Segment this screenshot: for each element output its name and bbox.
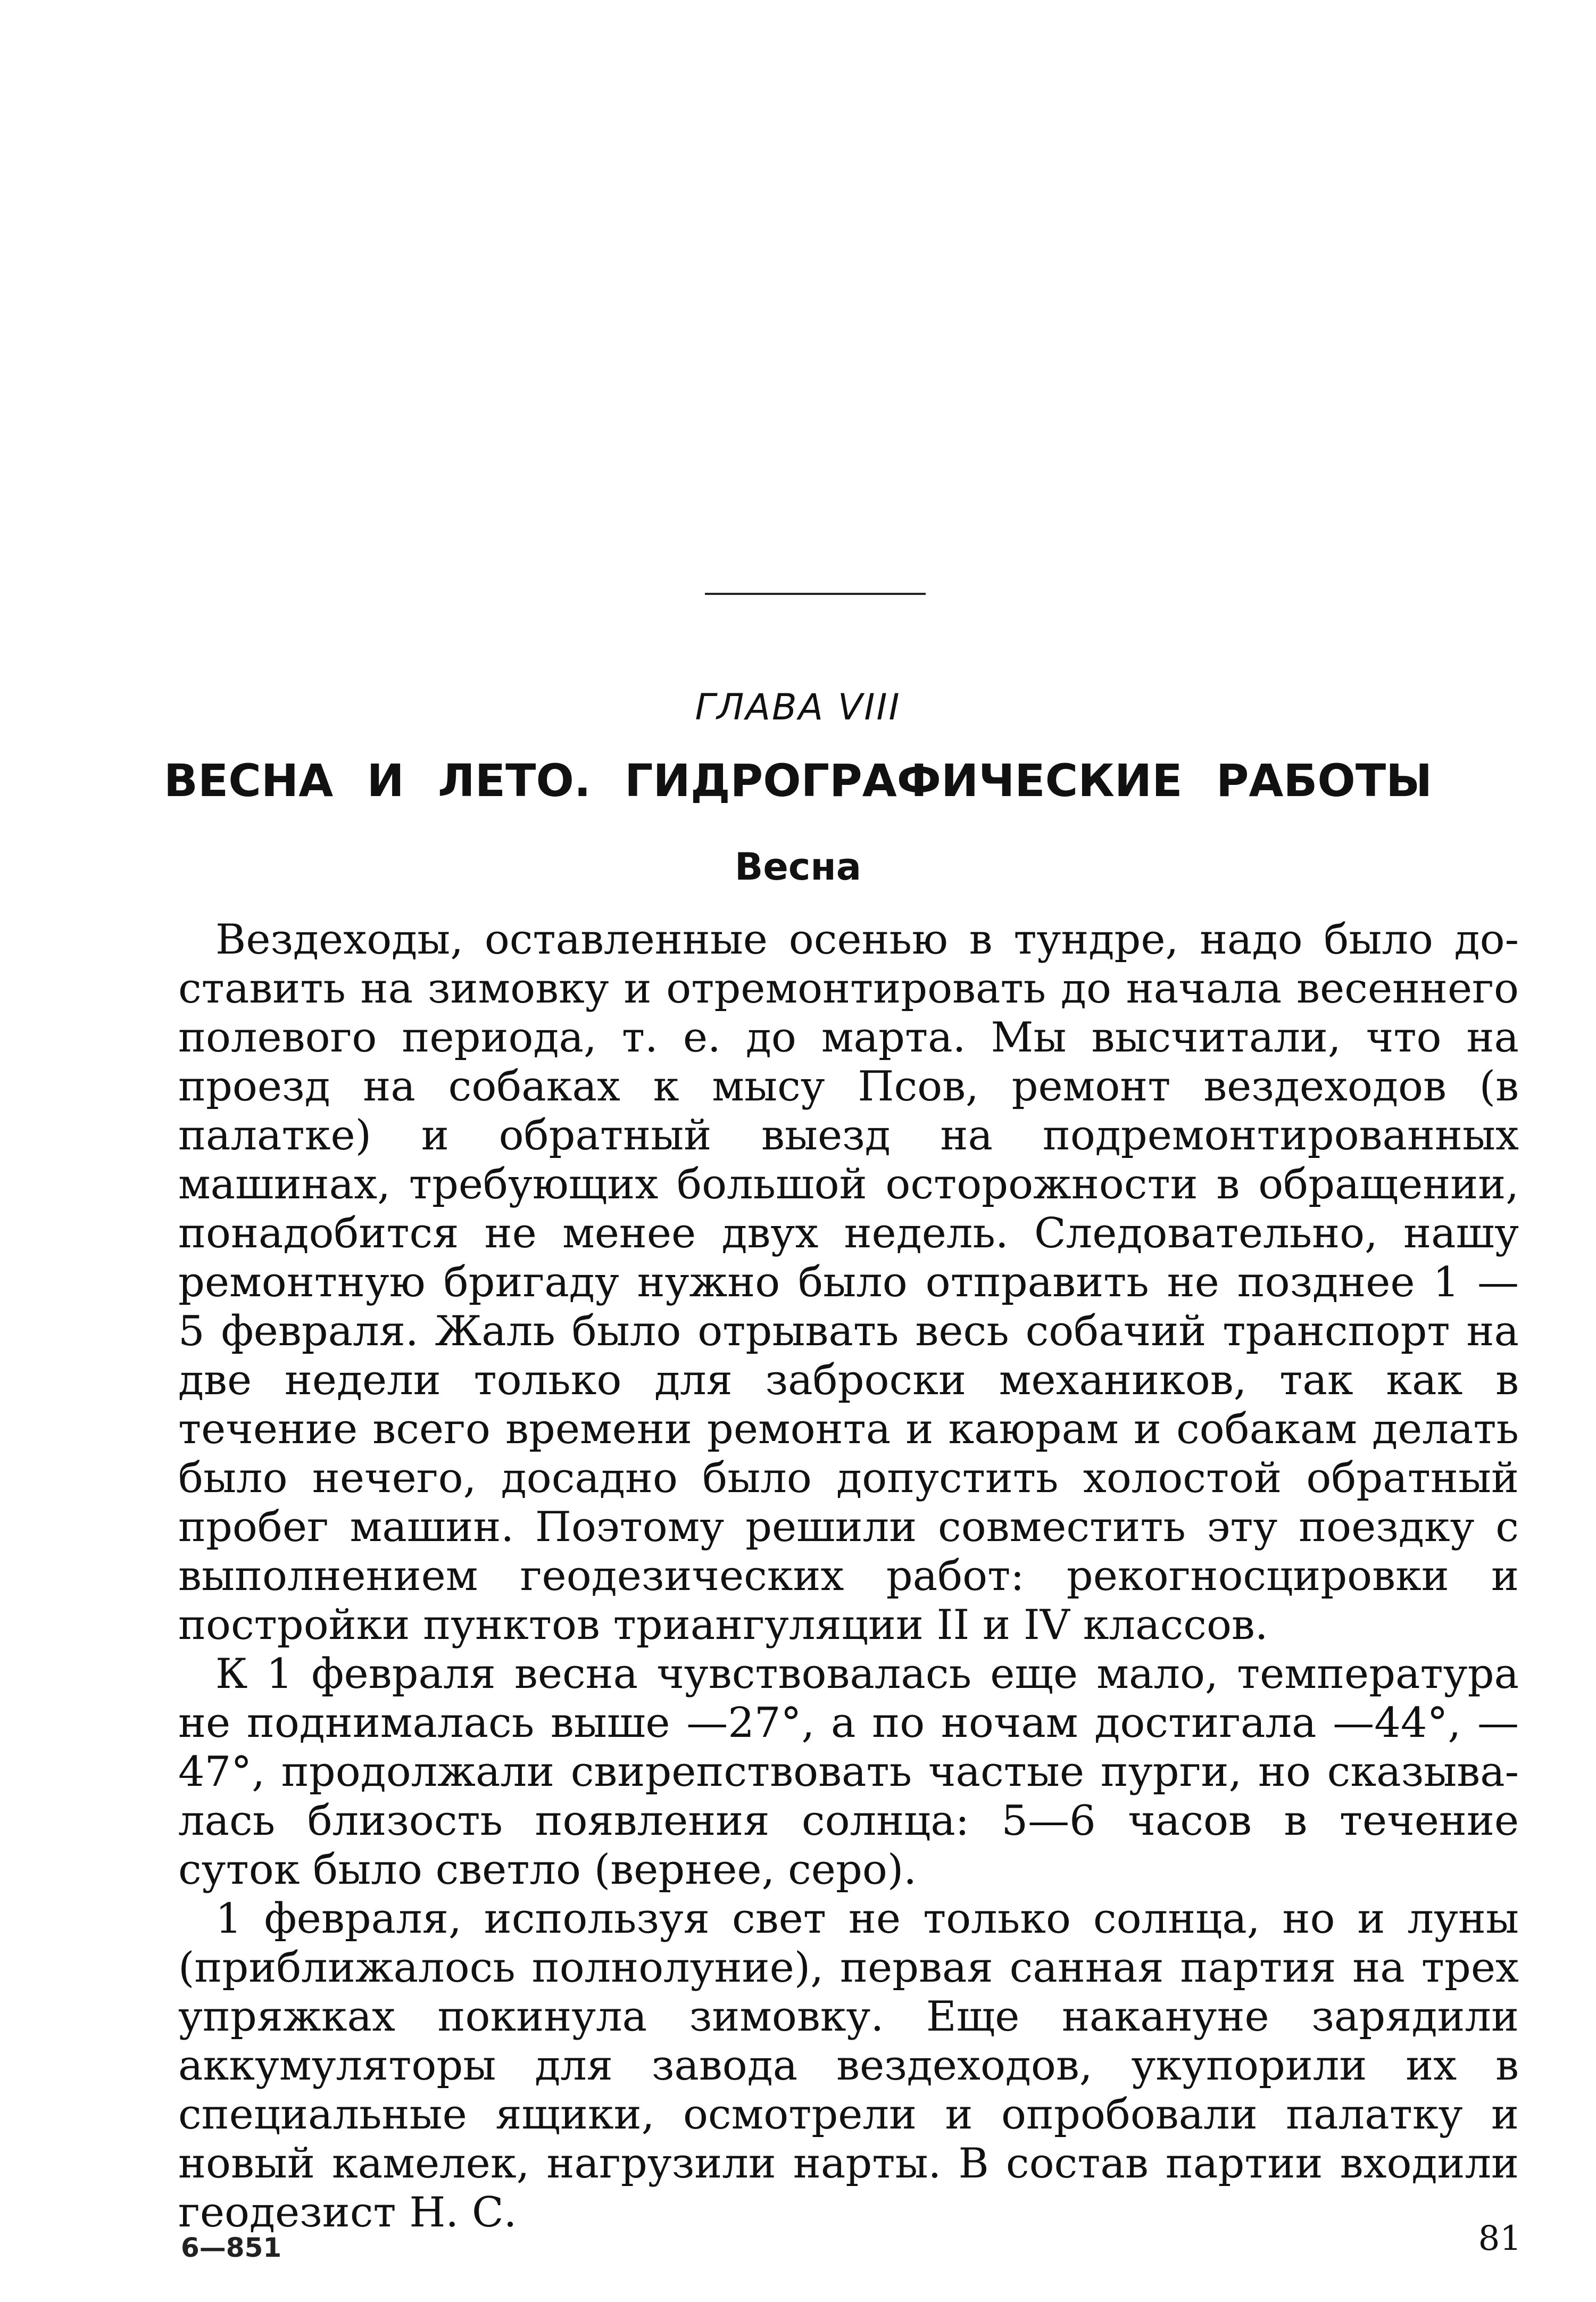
printer-signature: 6—851: [181, 2232, 282, 2263]
page-number: 81: [1478, 2219, 1522, 2258]
paragraph-3: 1 февраля, используя свет не только солнца, но и луны (приближалось полнолуние), первая санная партия на трех упряжках покинула зимовку. Еще накануне зарядили аккумуляторы для завода вездеходов, укупорили их в специальные ящики, осмотрели и опробовали палатку и новый камелек, нагрузили нарты. В состав партии входили геодезист Н. С.: [178, 1895, 1519, 2237]
chapter-title: ВЕСНА И ЛЕТО. ГИДРОГРАФИЧЕСКИЕ РАБОТЫ: [163, 755, 1433, 807]
chapter-label: ГЛАВА VIII: [695, 686, 901, 728]
header-rule: [705, 593, 926, 595]
body-text: [178, 915, 1519, 2237]
section-title: Весна: [735, 845, 861, 889]
paragraph-1: Вездеходы, оставленные осенью в тундре, надо было доставить на зимовку и отремонтировать до начала весеннего полевого периода, т. е. до марта. Мы высчитали, что на проезд на собаках к мысу Псов, ремонт вездеходов (в палатке) и обратный выезд на подремонтированных машинах, требующих большой осторожности в обращении, понадобится не менее двух недель. Следовательно, нашу ремонтную бригаду нужно было отправить не позднее 1 — 5 февраля. Жаль было отрывать весь собачий транспорт на две недели только для заброски механиков, так как в течение всего времени ремонта и каюрам и собакам делать было нечего, досадно было допустить холостой обратный пробег машин. Поэтому решили совместить эту поездку с выполнением геодезических работ: рекогносцировки и постройки пунктов триангуляции II и IV классов.: [178, 916, 1519, 1649]
paragraph-2: К 1 февраля весна чувствовалась еще мало, температура не поднималась выше —27°, а по ночам достигала —44°, —47°, продолжали свирепствовать частые пурги, но сказывалась близость появления солнца: 5—6 часов в течение суток было светло (вернее, серо).: [178, 1650, 1519, 1894]
